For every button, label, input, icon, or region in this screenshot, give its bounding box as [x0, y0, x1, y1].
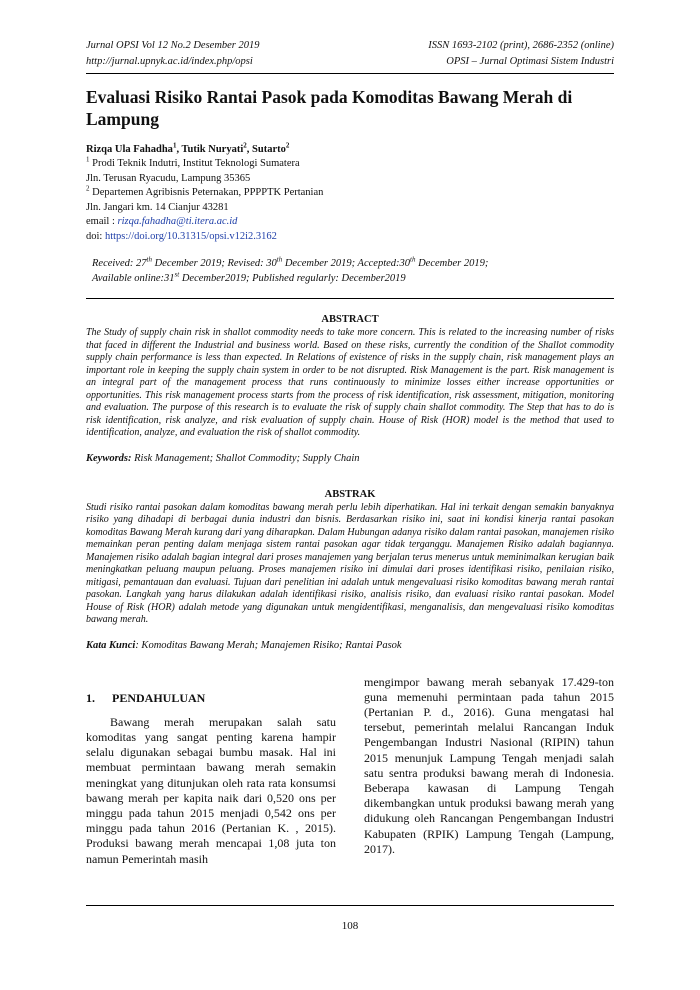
section-heading: 1. PENDAHULUAN — [86, 690, 206, 705]
author-2: Tutik Nuryati — [181, 144, 244, 155]
email-link[interactable]: rizqa.fahadha@ti.itera.ac.id — [117, 216, 238, 227]
kata-kunci: Kata Kunci: Komoditas Bawang Merah; Manajemen Risiko; Rantai Pasok — [86, 639, 402, 651]
email-line: email : rizqa.fahadha@ti.itera.ac.id — [86, 216, 238, 227]
paper-page — [86, 38, 614, 867]
affiliation-1-address: Jln. Terusan Ryacudu, Lampung 35365 — [86, 172, 251, 184]
paper-title: Evaluasi Risiko Rantai Pasok pada Komoditas Bawang Merah di Lampung — [86, 87, 573, 129]
affiliation-1: $^1$ Prodi Teknik Indutri, Institut Teknologi Sumatera — [86, 155, 300, 169]
running-header-row2 — [86, 54, 614, 70]
journal-url[interactable]: http://jurnal.upnyk.ac.id/index.php/opsi — [86, 56, 253, 67]
dates-divider — [86, 298, 614, 299]
author-1: Rizqa Ula Fahadha — [86, 144, 173, 155]
abstrak-heading: ABSTRAK — [324, 488, 376, 500]
running-header-row1 — [86, 38, 614, 54]
keywords: Keywords: Risk Management; Shallot Commodity; Supply Chain — [86, 452, 360, 464]
affiliation-2: $^2$ Departemen Agribisnis Peternakan, PPPPTK Pertanian — [86, 184, 324, 198]
journal-name: OPSI – Jurnal Optimasi Sistem Industri — [446, 56, 614, 67]
section-paragraph-right: mengimpor bawang merah sebanyak 17.429-ton guna memenuhi permintaan pada tahun 2015 (Pertanian P. d., 2016). Guna mengatasi hal tersebut, pemerintah melalui Rancangan Induk Pengembangan Industri Nasional (RIPIN) tahun 2015 menunjuk Lampung Tengah menjadi salah satu sentra produksi bawang merah di Indonesia. Beberapa kawasan di Lampung Tengah dikembangkan untuk produksi bawang merah yang didukung oleh Rancangan Pengembangan Industri Kabupaten (RPIK) Lampung Tengah (Lampung, 2017). — [364, 674, 614, 856]
abstract-heading: ABSTRACT — [321, 314, 379, 325]
author-list: Rizqa Ula Fahadha$^1$, Tutik Nuryati$^2$, Sutarto$^2$ — [86, 141, 290, 155]
header-divider — [86, 73, 614, 74]
author-3: Sutarto — [252, 144, 286, 155]
issn: ISSN 1693-2102 (print), 2686-2352 (online) — [428, 40, 614, 51]
affiliation-2-address: Jln. Jangari km. 14 Cianjur 43281 — [86, 201, 229, 213]
two-column-body — [86, 675, 614, 867]
doi-line: doi: https://doi.org/10.31315/opsi.v12i2.3162 — [86, 230, 277, 242]
page-number: 108 — [341, 920, 359, 932]
left-column — [86, 675, 336, 867]
article-dates: Received: 27th December 2019; Revised: 30th December 2019; Accepted:30th December 2019; Available online:31st December2019; Published regularly: December2019 — [92, 255, 489, 284]
abstrak-text: Studi risiko rantai pasokan dalam komoditas bawang merah perlu lebih diperhatikan. Hal ini terkait dengan semakin banyaknya risiko yang dihadapi di berbagai dunia industri dan bisnis. Berdasarkan risiko ini, saat ini kondisi kinerja rantai pasokan komoditas Bawang Merah kurang dari yang diharapkan. Dalam Hubungan adanya risiko dalam rantai pasokan, manajemen risiko memainkan peran penting dalam menjaga sistem rantai pasokan agar tidak terganggu. Manajemen Risiko adalah bagiannya. Manajemen risiko adalah bagian integral dari proses manajemen yang berjalan terus menerus untuk meminimalkan kerugian baik meningkatkan peluang maupun peluang. Proses manajemen risiko ini dimulai dari proses identifikasi risiko, penilaian risiko, mitigasi, pemantauan dan evaluasi. Tujuan dari penelitian ini adalah untuk mengevaluasi risiko komoditas bawang merah rantai pasokan. Langkah yang harus dilakukan adalah identifikasi risiko, analisis risiko, dan evaluasi risiko rantai pasokan. Model House of Risk (HOR) adalah metode yang digunakan untuk mengidentifikasi, menganalisis, dan mengevaluasi risiko komoditas bawang merah. — [86, 501, 614, 625]
abstract-text: The Study of supply chain risk in shallot commodity needs to take more concern. This is related to the increasing number of risks that faced in different the Industrial and business world. Based on these risks, currently the condition of the Shallot commodity supply chain performance is less than expected. In Relations of existence of risks in the supply chain, risk management plays an important role in keeping the supply chain system in order to be not disrupted. Risk Management is the part. Risk management is an integral part of the management process that runs continuously to minimize losses either increase opportunities or opportunities. This risk management process starts from the process of risk identification, risk assessment, mitigation, monitoring and evaluation. The purpose of this research is to evaluate the risk of supply chain shallot commodity. The Step that has to do is risk identification, risk analyze, and risk evaluation of supply chain. House of Risk (HOR) model is the method that used to identification, analyze, and evaluation the risk of shallot commodity. — [86, 327, 614, 438]
journal-volume: Jurnal OPSI Vol 12 No.2 Desember 2019 — [86, 40, 260, 51]
footer-divider — [86, 905, 614, 906]
section-paragraph-left: Bawang merah merupakan salah satu komoditas yang sangat penting karena hampir selalu digunakan sebagai bumbu masak. Hal ini membuat permintaan bawang merah semakin meningkat yang ditunjukan oleh rata rata konsumsi bawang merah per kapita naik dari 0,520 ons per minggu pada tahun 2015 menjadi 0,542 ons per minggu pada tahun 2016 (Pertanian K. , 2015). Produksi bawang merah mencapai 1,08 juta ton namun Pemerintah masih — [86, 714, 336, 866]
doi-link[interactable]: https://doi.org/10.31315/opsi.v12i2.3162 — [104, 230, 277, 242]
right-column — [364, 675, 614, 867]
